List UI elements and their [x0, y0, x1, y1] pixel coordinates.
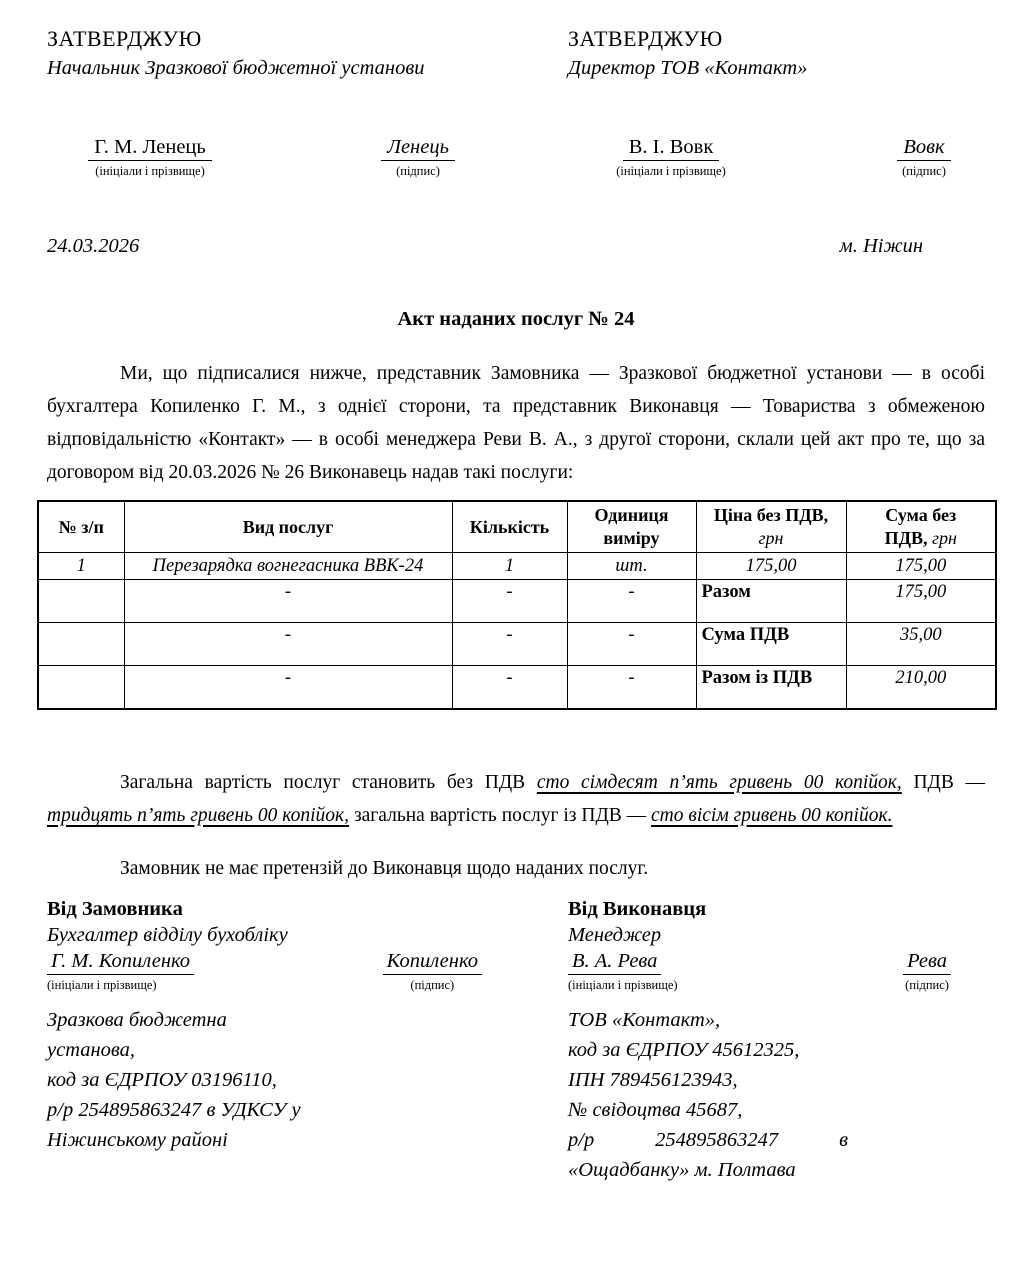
party-heading: Від Виконавця [568, 897, 707, 920]
cell-service: Перезарядка вогнегасника ВВК-24 [124, 553, 452, 580]
name-caption: (ініціали і прізвище) [95, 164, 205, 178]
detail-line: р/р 254895863247 в УДКСУ у [47, 1098, 301, 1121]
detail-line: установа, [47, 1038, 136, 1061]
party-signature-row [47, 950, 568, 993]
detail-line: Зразкова бюджетна [47, 1008, 227, 1031]
party-customer [47, 898, 568, 1185]
text-segment: загальна вартість послуг із ПДВ — [349, 804, 652, 826]
table-header-row [38, 501, 996, 553]
column-header-price [696, 501, 846, 553]
cell-total-vat-value: 210,00 [846, 666, 996, 709]
header-line: ПДВ, [884, 528, 928, 548]
name-caption: (ініціали і прізвище) [568, 977, 678, 992]
approver-signature: Вовк [897, 136, 950, 161]
cell-total-vat-label: Разом із ПДВ [696, 666, 846, 709]
detail-line: № свідоцтва 45687, [568, 1098, 743, 1121]
signature-caption: (підпис) [396, 164, 440, 178]
party-name-block [568, 950, 678, 993]
text-segment: сто сімдесят п’ять гривень 00 копійок, [536, 771, 902, 793]
document-date: 24.03.2026 [47, 235, 140, 257]
approver-name: Г. М. Ленець [88, 136, 212, 161]
approver-name-block [586, 136, 756, 179]
detail-line: код за ЄДРПОУ 03196110, [47, 1068, 277, 1091]
header-unit: грн [931, 528, 957, 548]
table-row-total-with-vat [38, 666, 996, 709]
header-line: Ціна без ПДВ, [713, 505, 829, 525]
party-contractor [568, 898, 985, 1185]
intro-paragraph: Ми, що підписалися нижче, представник Замовника — Зразкової бюджетної установи — в особі бухгалтера Копиленко Г. М., з однієї сторони, та представник Виконавця — Товариства з обмеженою відповідальністю «Контакт» — в особі менеджера Реви В. А., з другої сторони, склали цей акт про те, що за договором від 20.03.2026 № 26 Виконавець надав такі послуги: [47, 363, 985, 483]
approver-role: Начальник Зразкової бюджетної установи [47, 57, 425, 79]
approval-signature-row [568, 136, 985, 179]
cell-qty: - [452, 623, 567, 666]
cell-qty: 1 [452, 553, 567, 580]
header-line: виміру [603, 528, 660, 548]
party-details [568, 1005, 985, 1125]
approver-name-block [55, 136, 245, 179]
approve-label: ЗАТВЕРДЖУЮ [568, 26, 723, 51]
column-header-unit [567, 501, 696, 553]
date-city-row [47, 235, 985, 258]
party-heading: Від Замовника [47, 897, 183, 920]
header-line: Одиниця [594, 505, 669, 525]
cell-unit: - [567, 623, 696, 666]
account-suffix: в [839, 1128, 848, 1151]
account-line [568, 1125, 848, 1155]
cell-unit: - [567, 580, 696, 623]
table-row-item [38, 553, 996, 580]
column-header-sum [846, 501, 996, 553]
approval-stamps [47, 26, 985, 179]
document-city: м. Ніжин [839, 235, 923, 257]
cell-total-label: Разом [696, 580, 846, 623]
no-claims-line: Замовник не має претензій до Виконавця щодо наданих послуг. [120, 857, 649, 879]
cell-sum: 175,00 [846, 553, 996, 580]
detail-line: ІПН 789456123943, [568, 1068, 738, 1091]
detail-line: ТОВ «Контакт», [568, 1008, 721, 1031]
cell-service: - [124, 666, 452, 709]
cell-unit: - [567, 666, 696, 709]
cell-service: - [124, 580, 452, 623]
approver-role: Директор ТОВ «Контакт» [568, 57, 808, 79]
party-details [47, 1005, 568, 1155]
column-header-num: № з/п [38, 501, 124, 553]
party-signature: Рева [903, 950, 951, 975]
party-name-block [47, 950, 194, 993]
approval-stamp-customer [47, 26, 568, 179]
column-header-service: Вид послуг [124, 501, 452, 553]
text-segment: тридцять п’ять гривень 00 копійок, [47, 804, 350, 826]
party-role: Менеджер [568, 923, 662, 946]
party-name: В. А. Рева [568, 950, 661, 975]
approval-signature-row [47, 136, 568, 179]
text-segment: ПДВ — [901, 771, 986, 793]
cell-qty: - [452, 666, 567, 709]
name-caption: (ініціали і прізвище) [47, 977, 157, 992]
table-row-total [38, 580, 996, 623]
signature-caption: (підпис) [410, 977, 455, 992]
cell-num [38, 666, 124, 709]
detail-line: Ніжинському районі [47, 1128, 228, 1151]
detail-line: код за ЄДРПОУ 45612325, [568, 1038, 800, 1061]
cell-service: - [124, 623, 452, 666]
totals-paragraph [47, 766, 985, 832]
approval-stamp-contractor [568, 26, 985, 179]
cell-num: 1 [38, 553, 124, 580]
cell-num [38, 580, 124, 623]
cell-vat-label: Сума ПДВ [696, 623, 846, 666]
detail-line: «Ощадбанку» м. Полтава [568, 1158, 796, 1181]
party-name: Г. М. Копиленко [47, 950, 194, 975]
text-segment: сто вісім гривень 00 копійок. [651, 804, 893, 826]
parties-section [47, 898, 985, 1185]
approver-name: В. І. Вовк [623, 136, 720, 161]
signature-caption: (підпис) [902, 164, 946, 178]
services-table [37, 500, 997, 710]
header-unit: грн [758, 528, 784, 548]
account-number: 254895863247 [655, 1128, 779, 1151]
name-caption: (ініціали і прізвище) [616, 164, 726, 178]
table-row-vat [38, 623, 996, 666]
approver-signature-block [353, 136, 483, 179]
party-signature-row [568, 950, 985, 993]
signature-caption: (підпис) [905, 977, 949, 992]
approver-signature-block [874, 136, 974, 179]
party-details-after [568, 1155, 985, 1185]
cell-qty: - [452, 580, 567, 623]
cell-unit: шт. [567, 553, 696, 580]
account-prefix: р/р [568, 1128, 595, 1151]
header-line: Сума без [885, 505, 957, 525]
cell-price: 175,00 [696, 553, 846, 580]
party-signature-block [903, 950, 951, 993]
document-title: Акт наданих послуг № 24 [397, 308, 635, 330]
approve-label: ЗАТВЕРДЖУЮ [47, 26, 202, 51]
party-signature-block [383, 950, 482, 993]
party-role: Бухгалтер відділу бухобліку [47, 923, 288, 946]
cell-num [38, 623, 124, 666]
approver-signature: Ленець [381, 136, 455, 161]
column-header-qty: Кількість [452, 501, 567, 553]
cell-vat-value: 35,00 [846, 623, 996, 666]
text-segment: Загальна вартість послуг становить без ПДВ [120, 771, 537, 793]
cell-total-value: 175,00 [846, 580, 996, 623]
party-signature: Копиленко [383, 950, 482, 975]
